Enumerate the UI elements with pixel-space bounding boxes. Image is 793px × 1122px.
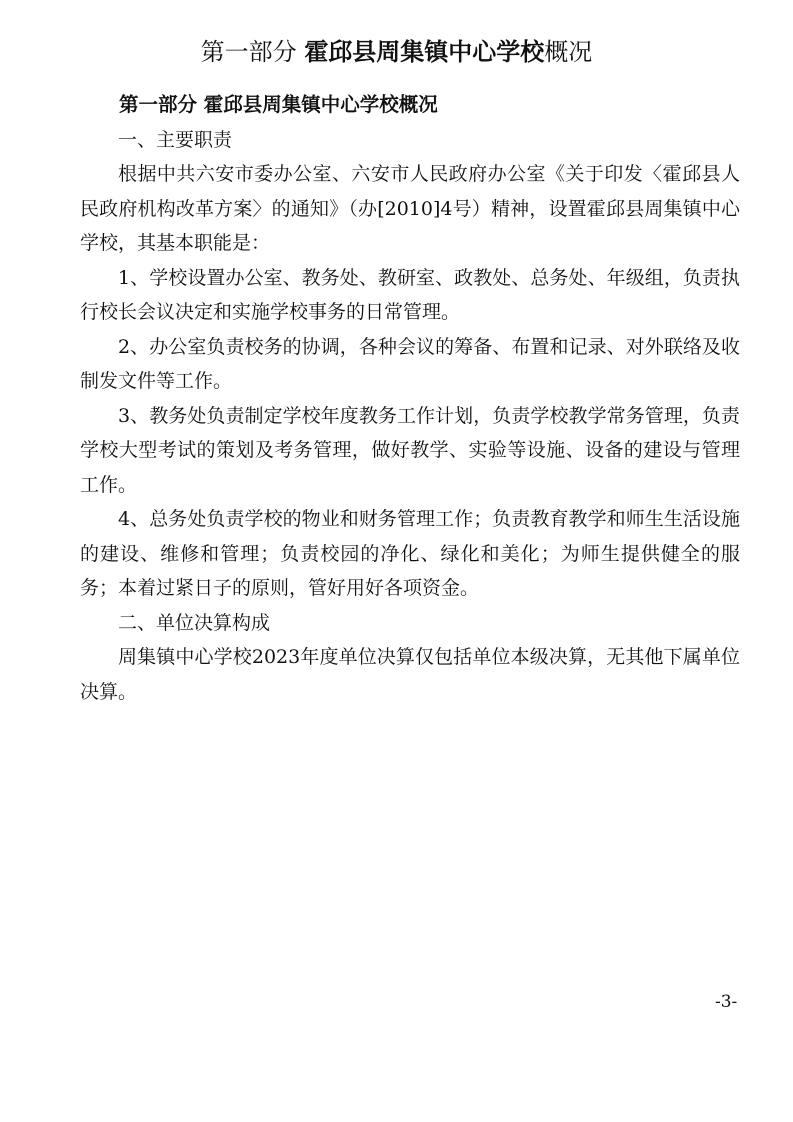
document-body <box>80 88 740 709</box>
subheading-main-duties: 一、主要职责 <box>118 128 233 151</box>
paragraph-duty-1: 1、学校设置办公室、教务处、教研室、政教处、总务处、年级组，负责执行校长会议决定和实施学校事务的日常管理。 <box>80 266 740 323</box>
paragraph-duty-4: 4、总务处负责学校的物业和财务管理工作；负责教育教学和师生生活设施的建设、维修和管理；负责校园的净化、绿化和美化；为师生提供健全的服务；本着过紧日子的原则，管好用好各项资金。 <box>80 508 740 599</box>
page-title-school-name: 霍邱县周集镇中心学校 <box>304 38 545 66</box>
page-number: -3- <box>715 992 738 1012</box>
section-heading: 第一部分 霍邱县周集镇中心学校概况 <box>119 93 438 116</box>
paragraph-budget-composition: 周集镇中心学校2023年度单位决算仅包括单位本级决算，无其他下属单位决算。 <box>80 646 740 703</box>
page-title <box>0 36 793 68</box>
paragraph-basis: 根据中共六安市委办公室、六安市人民政府办公室《关于印发〈霍邱县人民政府机构改革方案〉的通知》（办[2010]4号）精神，设置霍邱县周集镇中心学校，其基本职能是： <box>80 163 740 254</box>
page-title-suffix: 概况 <box>544 38 593 66</box>
page-title-prefix: 第一部分 <box>200 38 305 66</box>
subheading-budget-composition: 二、单位决算构成 <box>118 611 271 634</box>
paragraph-duty-3: 3、教务处负责制定学校年度教务工作计划，负责学校教学常务管理，负责学校大型考试的策划及考务管理，做好教学、实验等设施、设备的建设与管理工作。 <box>80 404 740 496</box>
paragraph-duty-2: 2、办公室负责校务的协调，各种会议的筹备、布置和记录、对外联络及收制发文件等工作。 <box>80 335 740 392</box>
